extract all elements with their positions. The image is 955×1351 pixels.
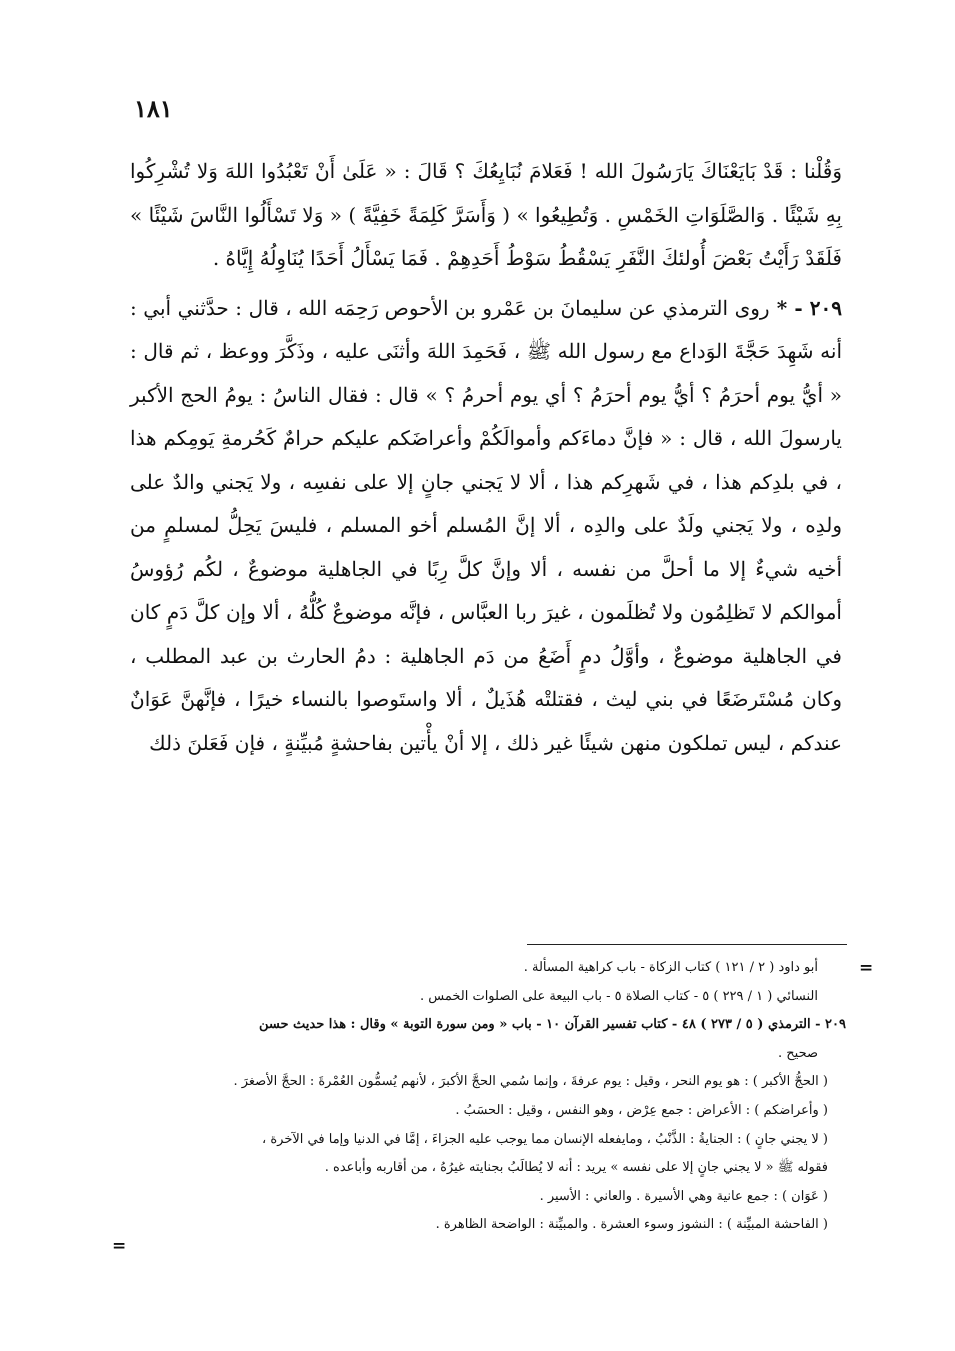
- footnotes: [118, 954, 846, 1240]
- hadith-number: ٢٠٩ - *: [769, 295, 842, 320]
- footnote-continuation-mark: =: [859, 958, 874, 978]
- footnote-line: النسائي ( ١ / ٢٢٩ ) ٥ - كتاب الصلاة ٥ - باب البيعة على الصلوات الخمس .: [420, 988, 818, 1004]
- footnote-line: ( لا يجني جانٍ ) : الجنايةُ : الذَّنْبُ ، ومايفعله الإنسان مما يوجب عليه الجزاءَ ، إمَّا في الدنيا وإما في الآخرة ،: [262, 1131, 828, 1147]
- footnote-line: أبو داود ( ٢ / ١٢١ ) كتاب الزكاة - باب كراهية المسألة .: [523, 960, 818, 975]
- paragraph-text: روى الترمذي عن سليمانَ بن عَمْرو بن الأحوص رَحِمَه الله ، قال : حدَّثني أبي : أنه شَهِدَ حَجَّةَ الوَداع مع رسول الله ﷺ ، فَحَمِدَ اللهَ وأثنَى عليه ، وذَكَّرَ ووعظ ، ثم قال : « أيُّ يوم أحرَمُ ؟ أيُّ يوم أحرَمُ ؟ أي يوم أحرمُ ؟ » قال : فقال الناسُ : يومُ الحج الأكبر يارسولَ الله ، قال : « فإنَّ دماءَكم وأموالَكُمْ وأعراضَكم عليكم حرامٌ كَحُرمةِ يَومِكم هذا ، في بلدِكم هذا ، في شَهرِكم هذا ، ألا لا يَجني جانٍ إلا على نفسِه ، ولا يَجني والدٌ على ولدِه ، ولا يَجني ولَدٌ على والدِه ، ألا إنَّ المُسلم أخو المسلم ، فليسَ يَحِلُّ لمسلمٍ من أخيه شيءٌ إلا ما أحلَّ من نفسه ، ألا وإنَّ كلَّ رِبًا في الجاهلية موضوعٌ ، لكُم رُؤوسُ أموالكم لا تَظلِمُون ولا تُظلَمون ، غيرَ ربا العبَّاس ، فإنَّه موضوعٌ كُلُّهُ ، ألا وإن كلَّ دَمٍ كان في الجاهلية موضوعٌ ، وأوَّلُ دمٍ أَضَعُ من دَم الجاهلية : دمُ الحارث بن عبد المطلب ، وكان مُسْتَرضَعًا في بني ليث ، فقتلتْه هُذَيلٌ ، ألا واستَوصوا بالنساء خيرًا ، فإنَّهنَّ عَوَانٌ عندكم ، ليس تملكون منهن شيئًا غير ذلك ، إلا أنْ يأْتين بفاحشةٍ مُبيِّنةٍ ، فإن فَعَلنَ ذلك: [130, 295, 842, 755]
- paragraph-hadith-continuation: [130, 150, 842, 281]
- footnote-line: فقوله ﷺ « لا يجني جانٍ إلا على نفسه » يريد : أنه لا يُطالَبُ بجنايته غيرُهُ ، من أقاربه وأباعده .: [324, 1160, 828, 1176]
- footnote-separator: [527, 944, 847, 945]
- footnote-continuation-mark: =: [112, 1236, 127, 1256]
- main-text: [130, 150, 842, 765]
- paragraph-hadith-209: [130, 287, 842, 766]
- footnote-line: ( الحجُّ الأكبر ) : هو يوم النحر ، وقيل : يوم عرفةَ ، وإنما سُمي الحجَّ الأكبرَ ، لأنهم يُسمُّون العُمْرةَ : الحجَّ الأصغرَ .: [233, 1074, 828, 1090]
- paragraph-text: وَقُلْنا : قَدْ بَايَعْنَاكَ يَارَسُولَ الله ! فَعَلامَ نُبَايِعُكَ ؟ قَالَ : « عَلَىٰ أَنْ تَعْبُدُوا اللهَ وَلا تُشْرِكُوا بِهِ شَيْئًا . وَالصَّلَوَاتِ الخَمْسِ . وَتُطِيعُوا » ( وَأَسَرَّ كَلِمَةً خَفِيَّةً ) « وَلا تَسْأَلُوا النَّاسَ شَيْئًا » فَلَقَدْ رَأَيْتُ بَعْضَ أُولئكَ النَّفَرِ يَسْقُطُ سَوْطُ أَحَدِهِمْ . فَمَا يَسْأَلُ أَحَدًا يُنَاوِلُهُ إِيَّاهُ .: [130, 159, 842, 270]
- footnote-line: ( الفاحشة المبيِّنة ) : النشوز وسوء العشرة . والمبيِّنة : الواضحة الظاهرة .: [435, 1217, 828, 1233]
- footnote-line: ( عَوَان ) : جمع عانية وهي الأسيرة . والعاني : الأسير .: [539, 1188, 828, 1204]
- footnote-line: ( وأعراضكم ) : الأعراض : جمع عِرْض ، وهو النفس ، وقيل : الحسَبُ .: [455, 1102, 828, 1118]
- footnote-line: صحيح .: [777, 1045, 818, 1061]
- page-number: ١٨١: [134, 94, 173, 123]
- footnote-line: ٢٠٩ - الترمذي ( ٥ / ٢٧٣ ) ٤٨ - كتاب تفسير القرآن ١٠ - باب « ومن سورة التوبة » وقال : هذا حديث حسن: [258, 1017, 846, 1033]
